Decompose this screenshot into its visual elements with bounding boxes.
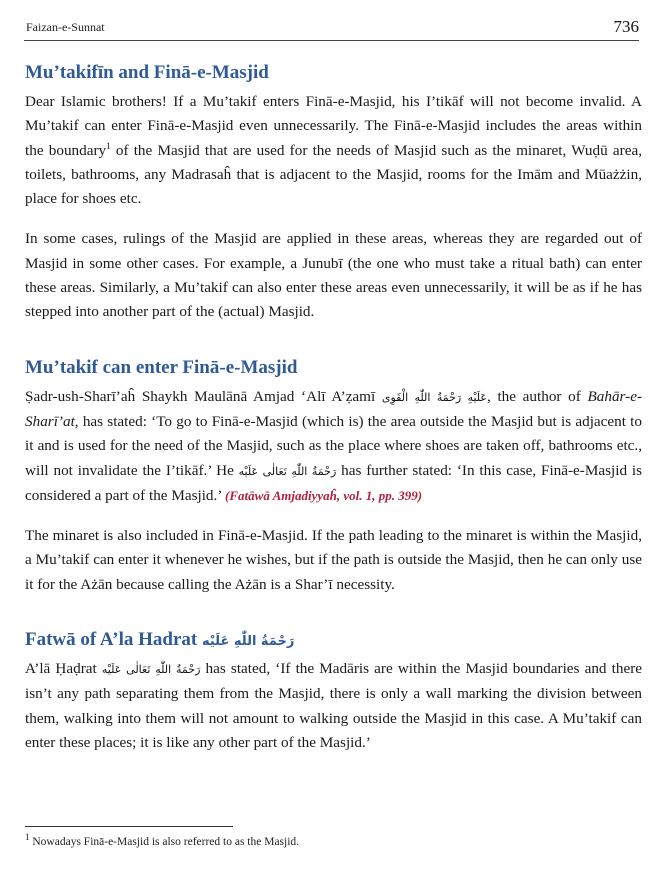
- paragraph: Ṣadr-ush-Sharī’aĥ Shaykh Maulānā Amjad ‘Alī A’ẓamī عَلَیْهِ رَحْمَةُ اللّٰهِ الْقَوِی, the author of Bahār-e-Sharī’at, has stated: ‘To go to Finā-e-Masjid (which is) the area outside the Masjid but is adjacent to it and is used for the need of the Masjid, such as the place where shoes are taken off, bathrooms etc., will not invalidate the I’tikāf.’ He رَحْمَةُ اللّٰهِ تَعَالٰی عَلَیْه has further stated: ‘In this case, Finā-e-Masjid is considered a part of the Masjid.’ (Fatāwā Amjadiyyaĥ, vol. 1, pp. 399): [25, 387, 643, 504]
- citation: (Fatāwā Amjadiyyaĥ, vol. 1, pp. 399): [225, 487, 423, 503]
- footnote: $^1$ Nowadays Finā-e-Masjid is also referred to as the Masjid.: [25, 832, 300, 848]
- page-body: [25, 62, 642, 755]
- honorific-text: رَحْمَةُ اللّٰهِ تَعَالٰی عَلَیْه: [101, 663, 201, 677]
- honorific-text: عَلَیْهِ رَحْمَةُ اللّٰهِ الْقَوِی: [381, 390, 487, 404]
- paragraph: A’lā Ḥaḍrat رَحْمَةُ اللّٰهِ تَعَالٰی عَلَیْه has stated, ‘If the Madāris are within the Masjid boundaries and there isn’t any path separating them from the Masjid, there is only a wall marking the division between them, walking into them will not amount to walking outside the Masjid in this case. A Mu’takif can enter these places; it is like any other part of the Masjid.’: [25, 660, 642, 751]
- footnote-divider: [25, 826, 233, 827]
- section-heading-mutakif-can-enter: Mu’takif can enter Finā-e-Masjid: [25, 356, 298, 378]
- section-heading-mutakifin: Mu’takifīn and Finā-e-Masjid: [25, 62, 269, 83]
- paragraph: Dear Islamic brothers! If a Mu’takif enters Finā-e-Masjid, his I’tikāf will not become invalid. A Mu’takif can enter Finā-e-Masjid even unnecessarily. The Finā-e-Masjid includes the areas within the boundary$^1$ of the Masjid that are used for the needs of Masjid such as the minaret, Wuḍū area, toilets, bathrooms, any Madrasaĥ that is adjacent to the Masjid, rooms for the Imām and Mūażżin, place for shoes etc.: [25, 93, 643, 208]
- footnote-ref[interactable]: 1: [106, 140, 111, 151]
- book-title: Bahār-e-Sharī’at: [25, 387, 643, 430]
- running-title: Faizan-e-Sunnat: [26, 20, 105, 34]
- honorific-text: رَحْمَةُ اللّٰهِ عَلَیْه: [201, 634, 295, 650]
- page-header: [24, 14, 639, 41]
- page-number: 736: [613, 17, 639, 36]
- section-heading-fatwa: Fatwā of A’la Hadrat رَحْمَةُ اللّٰهِ عَلَیْه: [25, 629, 295, 651]
- paragraph: The minaret is also included in Finā-e-Masjid. If the path leading to the minaret is within the Masjid, a Mu’takif can enter it whenever he wishes, but if the path is outside the Masjid, then he can only use it for the Ażān because calling the Ażān is a Shar’ī necessity.: [25, 527, 642, 593]
- paragraph: In some cases, rulings of the Masjid are applied in these areas, whereas they are regarded out of Masjid in some other cases. For example, a Junubī (the one who must take a ritual bath) can enter these areas. Similarly, a Mu’takif can also enter these areas even unnecessarily, it will be as if he has stepped into another part of the (actual) Masjid.: [25, 230, 642, 321]
- honorific-text: رَحْمَةُ اللّٰهِ تَعَالٰی عَلَیْه: [238, 464, 337, 478]
